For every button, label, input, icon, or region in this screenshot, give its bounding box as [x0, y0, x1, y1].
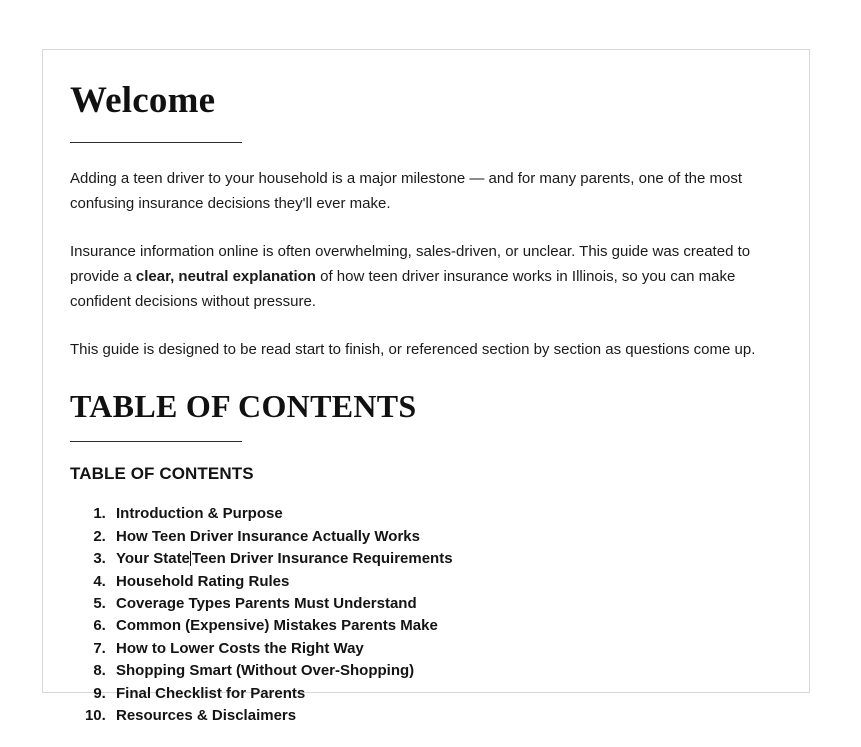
list-item[interactable] [110, 526, 782, 548]
toc-display-heading: TABLE OF CONTENTS [70, 387, 417, 424]
toc-item-label: Shopping Smart (Without Over-Shopping) [116, 662, 415, 680]
toc-item-label-part-a: Your State [116, 550, 190, 568]
toc-section-label: TABLE OF CONTENTS [70, 464, 254, 484]
intro-paragraph-3: This guide is designed to be read start to finish, or referenced section by section as questions come up. [70, 340, 756, 358]
toc-item-label: How Teen Driver Insurance Actually Works [116, 527, 420, 545]
paragraph-2-lead: Insurance information online is often overwhelming, sales-driven, or unclear. This guide was created to provide a [70, 242, 751, 285]
toc-item-label: Coverage Types Parents Must Understand [116, 594, 417, 612]
list-item[interactable] [110, 660, 782, 682]
intro-paragraph-1: Adding a teen driver to your household is a major milestone — and for many parents, one of the most confusing insurance decisions they'll ever make. [70, 169, 743, 212]
toc-item-label: Resources & Disclaimers [116, 707, 297, 724]
toc-item-label-part-b: Teen Driver Insurance Requirements [191, 550, 453, 568]
toc-item-label: Final Checklist for Parents [116, 684, 306, 702]
document-content [69, 80, 783, 727]
toc-item-label: Common (Expensive) Mistakes Parents Make [116, 617, 438, 635]
intro-paragraph-2 [70, 239, 782, 314]
list-item[interactable] [110, 593, 782, 615]
list-item[interactable] [110, 638, 782, 660]
text-cursor [190, 551, 191, 566]
document-card [42, 49, 810, 724]
list-item[interactable] [110, 571, 782, 593]
title-divider [70, 142, 242, 143]
toc-divider [70, 441, 242, 442]
list-item[interactable] [110, 548, 782, 570]
toc-item-label: Household Rating Rules [116, 572, 290, 590]
toc-item-label: How to Lower Costs the Right Way [116, 639, 364, 657]
toc-item-label: Introduction & Purpose [116, 505, 283, 523]
page-title: Welcome [70, 80, 216, 121]
list-item[interactable] [110, 503, 782, 525]
list-item[interactable] [110, 705, 782, 727]
paragraph-2-tail: of how teen driver insurance works in Illinois, so you can make confident decisions without pressure. [70, 267, 736, 310]
toc-list [70, 503, 782, 727]
list-item[interactable] [110, 615, 782, 637]
list-item[interactable] [110, 683, 782, 705]
paragraph-2-emphasis: clear, neutral explanation [135, 267, 316, 285]
